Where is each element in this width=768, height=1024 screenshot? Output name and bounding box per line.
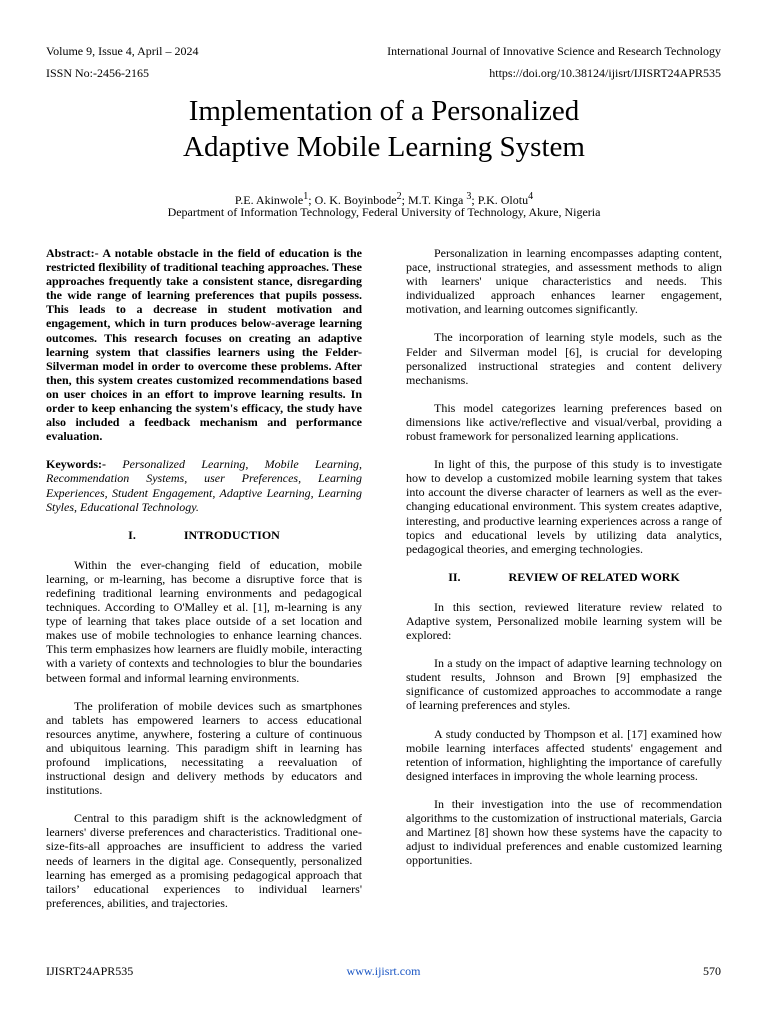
title-line-1: Implementation of a Personalized — [188, 95, 580, 127]
author-affiliation-mark: 3 — [466, 191, 472, 202]
abstract: Abstract:- A notable obstacle in the field of education is the restricted flexibility of traditional teaching approaches. These approaches frequently take a consistent stance, disregarding the wide range of learning preferences that pupils possess. This leads to a decrease in student motivation and engagement, which in turn produces below-average learning outcomes. This research focuses on creating an adaptive learning system that classifies learners using the Felder-Silverman model in order to overcome these problems. After then, this system creates customized recommendations based on user choices in an effort to improve learning results. In order to keep enhancing the system's efficacy, the study have also included a feedback mechanism and performance evaluation. — [46, 246, 362, 444]
section-title: INTRODUCTION — [183, 527, 280, 542]
paragraph: This model categorizes learning preferences based on dimensions like active/reflective and visual/verbal, providing a robust framework for personalized learning applications. — [406, 400, 722, 444]
title-line-2: Adaptive Mobile Learning System — [183, 131, 585, 163]
paragraph: Within the ever-changing field of education, mobile learning, or m-learning, has become a disruptive force that is redefining traditional learning environments and pedagogical techniques. According to O'Malley et al. [1], m-learning is any type of learning that takes place outside of a set location and makes use of mobile technologies to enhance learning chances. This term emphasizes how learners are fluidly mobile, interacting with a variety of contexts and technologies to blur the boundaries between formal and informal learning environments. — [46, 557, 362, 685]
section-number: I. — [128, 527, 136, 542]
volume-info: Volume 9, Issue 4, April – 2024 — [46, 44, 199, 58]
author-affiliation-mark: 1 — [303, 191, 309, 202]
paragraph: The proliferation of mobile devices such as smartphones and tablets has empowered learners to access educational resources anytime, anywhere, fostering a culture of continuous and ubiquitous learning. This paradigm shift in learning has profound implications, necessitating a reevaluation of instructional design and delivery methods by educators and institutions. — [46, 698, 362, 798]
doi-link[interactable]: https://doi.org/10.38124/ijisrt/IJISRT24APR535 — [489, 66, 721, 80]
paper-title — [0, 93, 768, 165]
section-title: REVIEW OF RELATED WORK — [508, 569, 680, 584]
paragraph: In light of this, the purpose of this study is to investigate how to develop a customized mobile learning system that takes into account the diverse character of learners as well as the ever-changing educational environment. This system creates adaptive, interesting, and productive learning experiences across a range of topics and educational levels by utilizing data analytics, pedagogical theories, and emerging technologies. — [406, 457, 722, 556]
keywords — [46, 457, 362, 513]
paragraph: A study conducted by Thompson et al. [17] examined how mobile learning interfaces affected students' engagement and retention of information, highlighting the importance of carefully designed interfaces in improving the whole learning process. — [406, 726, 722, 783]
keywords-list: Personalized Learning, Mobile Learning, Recommendation Systems, user Preferences, Learning Experiences, Student Engagement, Adaptive Learning, Learning Styles, Educational Technology. — [46, 457, 362, 514]
issn: ISSN No:-2456-2165 — [46, 66, 150, 80]
running-header-top — [46, 44, 721, 58]
author-name: P.E. Akinwole — [234, 193, 304, 207]
paragraph: In their investigation into the use of recommendation algorithms to the customization of instructional materials, Garcia and Martinez [8] shown how these systems have the capacity to adjust to individual preferences and enable customized learning opportunities. — [406, 796, 722, 868]
author-affiliation-mark: 2 — [396, 191, 402, 202]
paper-id: IJISRT24APR535 — [46, 964, 134, 978]
section-heading-introduction — [46, 528, 362, 542]
right-column — [406, 246, 722, 881]
author-name: ; M.T. Kinga — [401, 193, 467, 207]
paragraph: Personalization in learning encompasses adapting content, pace, instructional strategies, and assessment methods to align with learners' unique characteristics and needs. This individualized approach enhances learner engagement, motivation, and learning outcomes significantly. — [406, 246, 722, 317]
journal-name: International Journal of Innovative Science and Research Technology — [387, 44, 721, 58]
journal-website-link[interactable]: www.ijisrt.com — [346, 964, 421, 978]
author-name: ; O. K. Boyinbode — [308, 193, 397, 207]
keywords-label: Keywords:- — [46, 457, 106, 472]
paragraph: Central to this paradigm shift is the acknowledgment of learners' diverse preferences and characteristics. Traditional one-size-fits-all approaches are insufficient to address the varied needs of learners in the digital age. Consequently, personalized learning has emerged as a promising pedagogical approach that tailors’ educational experiences to individual learners' preferences, abilities, and trajectories. — [46, 811, 362, 910]
paragraph: In a study on the impact of adaptive learning technology on student results, Johnson and Brown [9] emphasized the significance of customized approaches to accommodate a range of learning preferences and styles. — [406, 656, 722, 713]
paragraph: In this section, reviewed literature review related to Adaptive system, Personalized mobile learning system will be explored: — [406, 599, 722, 643]
paragraph: The incorporation of learning style models, such as the Felder and Silverman model [6], is crucial for developing personalized instructional strategies and content delivery mechanisms. — [406, 330, 722, 387]
section-number: II. — [448, 569, 461, 584]
page-number: 570 — [703, 964, 721, 978]
running-header-bottom — [46, 66, 721, 80]
author-affiliation-mark: 4 — [528, 191, 534, 202]
left-column — [46, 246, 362, 924]
author-name: ; P.K. Olotu — [471, 193, 529, 207]
section-heading-related-work — [406, 570, 722, 584]
affiliation: Department of Information Technology, Federal University of Technology, Akure, Nigeria — [167, 205, 601, 219]
